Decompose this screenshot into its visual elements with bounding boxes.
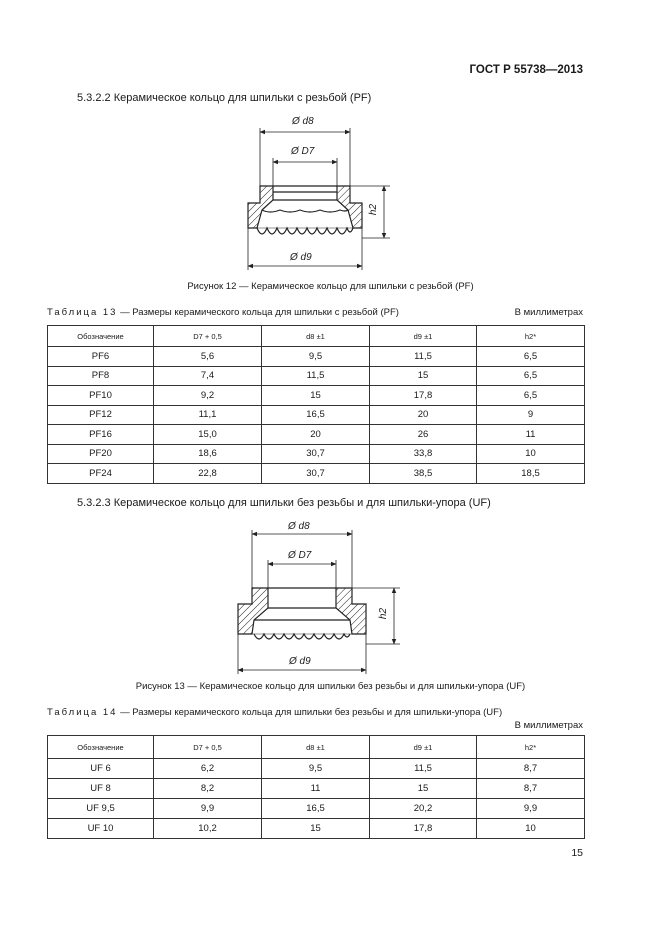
cell: 6,2 bbox=[154, 759, 262, 779]
cell: 38,5 bbox=[370, 464, 477, 484]
cell: 10 bbox=[477, 444, 585, 464]
table-13-caption-text: — Размеры керамического кольца для шпильки с резьбой (PF) bbox=[117, 307, 399, 318]
cell: 15 bbox=[370, 366, 477, 386]
cell: 9,9 bbox=[477, 799, 585, 819]
table-row bbox=[48, 347, 585, 367]
cell: UF 9,5 bbox=[48, 799, 154, 819]
col-header-d9: d9 ±1 bbox=[370, 326, 477, 347]
table-row bbox=[48, 444, 585, 464]
cell: UF 8 bbox=[48, 779, 154, 799]
document-standard-number: ГОСТ Р 55738—2013 bbox=[469, 64, 583, 76]
cell: 5,6 bbox=[154, 347, 262, 367]
col-header-D7: D7 + 0,5 bbox=[154, 736, 262, 759]
cell: 10,2 bbox=[154, 819, 262, 839]
fig12-label-d8: Ø d8 bbox=[292, 116, 314, 127]
fig13-label-d9: Ø d9 bbox=[289, 656, 311, 667]
cell: 20 bbox=[370, 405, 477, 425]
table-13-caption-prefix: Таблица 13 bbox=[47, 307, 118, 318]
col-header-h2: h2* bbox=[477, 326, 585, 347]
cell: 6,5 bbox=[477, 366, 585, 386]
cell: 8,7 bbox=[477, 759, 585, 779]
fig12-label-d9: Ø d9 bbox=[290, 252, 312, 263]
table-row bbox=[48, 464, 585, 484]
cell: 9,9 bbox=[154, 799, 262, 819]
figure-12-ring bbox=[248, 186, 362, 234]
col-header-h2: h2* bbox=[477, 736, 585, 759]
table-14-caption-text: — Размеры керамического кольца для шпильки без резьбы и для шпильки-упора (UF) bbox=[117, 707, 503, 718]
cell: UF 6 bbox=[48, 759, 154, 779]
table-14-caption bbox=[47, 707, 502, 718]
cell: 15 bbox=[370, 779, 477, 799]
table-row bbox=[48, 425, 585, 445]
cell: 7,4 bbox=[154, 366, 262, 386]
table-14 bbox=[47, 735, 585, 839]
cell: 9 bbox=[477, 405, 585, 425]
cell: 18,6 bbox=[154, 444, 262, 464]
table-row bbox=[48, 405, 585, 425]
table-13-units: В миллиметрах bbox=[514, 307, 583, 318]
table-row bbox=[48, 759, 585, 779]
cell: UF 10 bbox=[48, 819, 154, 839]
col-header-d8: d8 ±1 bbox=[262, 326, 370, 347]
cell: 15 bbox=[262, 386, 370, 406]
cell: 11,5 bbox=[370, 759, 477, 779]
cell: 26 bbox=[370, 425, 477, 445]
cell: 17,8 bbox=[370, 819, 477, 839]
cell: PF24 bbox=[48, 464, 154, 484]
cell: 33,8 bbox=[370, 444, 477, 464]
cell: 11 bbox=[262, 779, 370, 799]
cell: 11 bbox=[477, 425, 585, 445]
cell: PF8 bbox=[48, 366, 154, 386]
col-header-designation: Обозначение bbox=[48, 736, 154, 759]
figure-13-caption: Рисунок 13 — Керамическое кольцо для шпильки без резьбы и для шпильки-упора (UF) bbox=[135, 681, 526, 692]
cell: 17,8 bbox=[370, 386, 477, 406]
cell: 11,5 bbox=[262, 366, 370, 386]
table-row bbox=[48, 366, 585, 386]
col-header-d8: d8 ±1 bbox=[262, 736, 370, 759]
cell: 16,5 bbox=[262, 799, 370, 819]
cell: 6,5 bbox=[477, 386, 585, 406]
cell: 16,5 bbox=[262, 405, 370, 425]
cell: PF20 bbox=[48, 444, 154, 464]
table-13 bbox=[47, 325, 585, 484]
fig12-label-h2: h2 bbox=[368, 203, 380, 216]
table-header-row bbox=[48, 326, 585, 347]
fig12-label-D7: Ø D7 bbox=[291, 146, 315, 157]
cell: 15 bbox=[262, 819, 370, 839]
cell: 15,0 bbox=[154, 425, 262, 445]
figure-12-caption: Рисунок 12 — Керамическое кольцо для шпильки с резьбой (PF) bbox=[187, 281, 474, 292]
figure-13-ring bbox=[238, 588, 366, 639]
cell: PF16 bbox=[48, 425, 154, 445]
fig13-label-d8: Ø d8 bbox=[288, 521, 310, 532]
cell: 30,7 bbox=[262, 444, 370, 464]
table-row bbox=[48, 819, 585, 839]
page-number: 15 bbox=[571, 847, 583, 859]
section-title-uf: 5.3.2.3 Керамическое кольцо для шпильки без резьбы и для шпильки-упора (UF) bbox=[77, 497, 491, 509]
cell: 9,5 bbox=[262, 759, 370, 779]
cell: 20,2 bbox=[370, 799, 477, 819]
fig13-label-h2: h2 bbox=[378, 607, 390, 620]
cell: 30,7 bbox=[262, 464, 370, 484]
cell: 11,1 bbox=[154, 405, 262, 425]
cell: PF10 bbox=[48, 386, 154, 406]
section-title-pf: 5.3.2.2 Керамическое кольцо для шпильки с резьбой (PF) bbox=[77, 92, 372, 104]
table-14-caption-prefix: Таблица 14 bbox=[47, 707, 118, 718]
table-header-row bbox=[48, 736, 585, 759]
col-header-D7: D7 + 0,5 bbox=[154, 326, 262, 347]
cell: 10 bbox=[477, 819, 585, 839]
fig13-label-D7: Ø D7 bbox=[288, 550, 312, 561]
table-14-units: В миллиметрах bbox=[514, 720, 583, 731]
cell: 9,5 bbox=[262, 347, 370, 367]
cell: 20 bbox=[262, 425, 370, 445]
cell: 8,2 bbox=[154, 779, 262, 799]
cell: 22,8 bbox=[154, 464, 262, 484]
table-row bbox=[48, 386, 585, 406]
cell: 8,7 bbox=[477, 779, 585, 799]
table-row bbox=[48, 779, 585, 799]
cell: 9,2 bbox=[154, 386, 262, 406]
cell: 6,5 bbox=[477, 347, 585, 367]
cell: 11,5 bbox=[370, 347, 477, 367]
col-header-d9: d9 ±1 bbox=[370, 736, 477, 759]
cell: PF12 bbox=[48, 405, 154, 425]
cell: PF6 bbox=[48, 347, 154, 367]
col-header-designation: Обозначение bbox=[48, 326, 154, 347]
cell: 18,5 bbox=[477, 464, 585, 484]
table-row bbox=[48, 799, 585, 819]
table-13-caption bbox=[47, 307, 399, 318]
